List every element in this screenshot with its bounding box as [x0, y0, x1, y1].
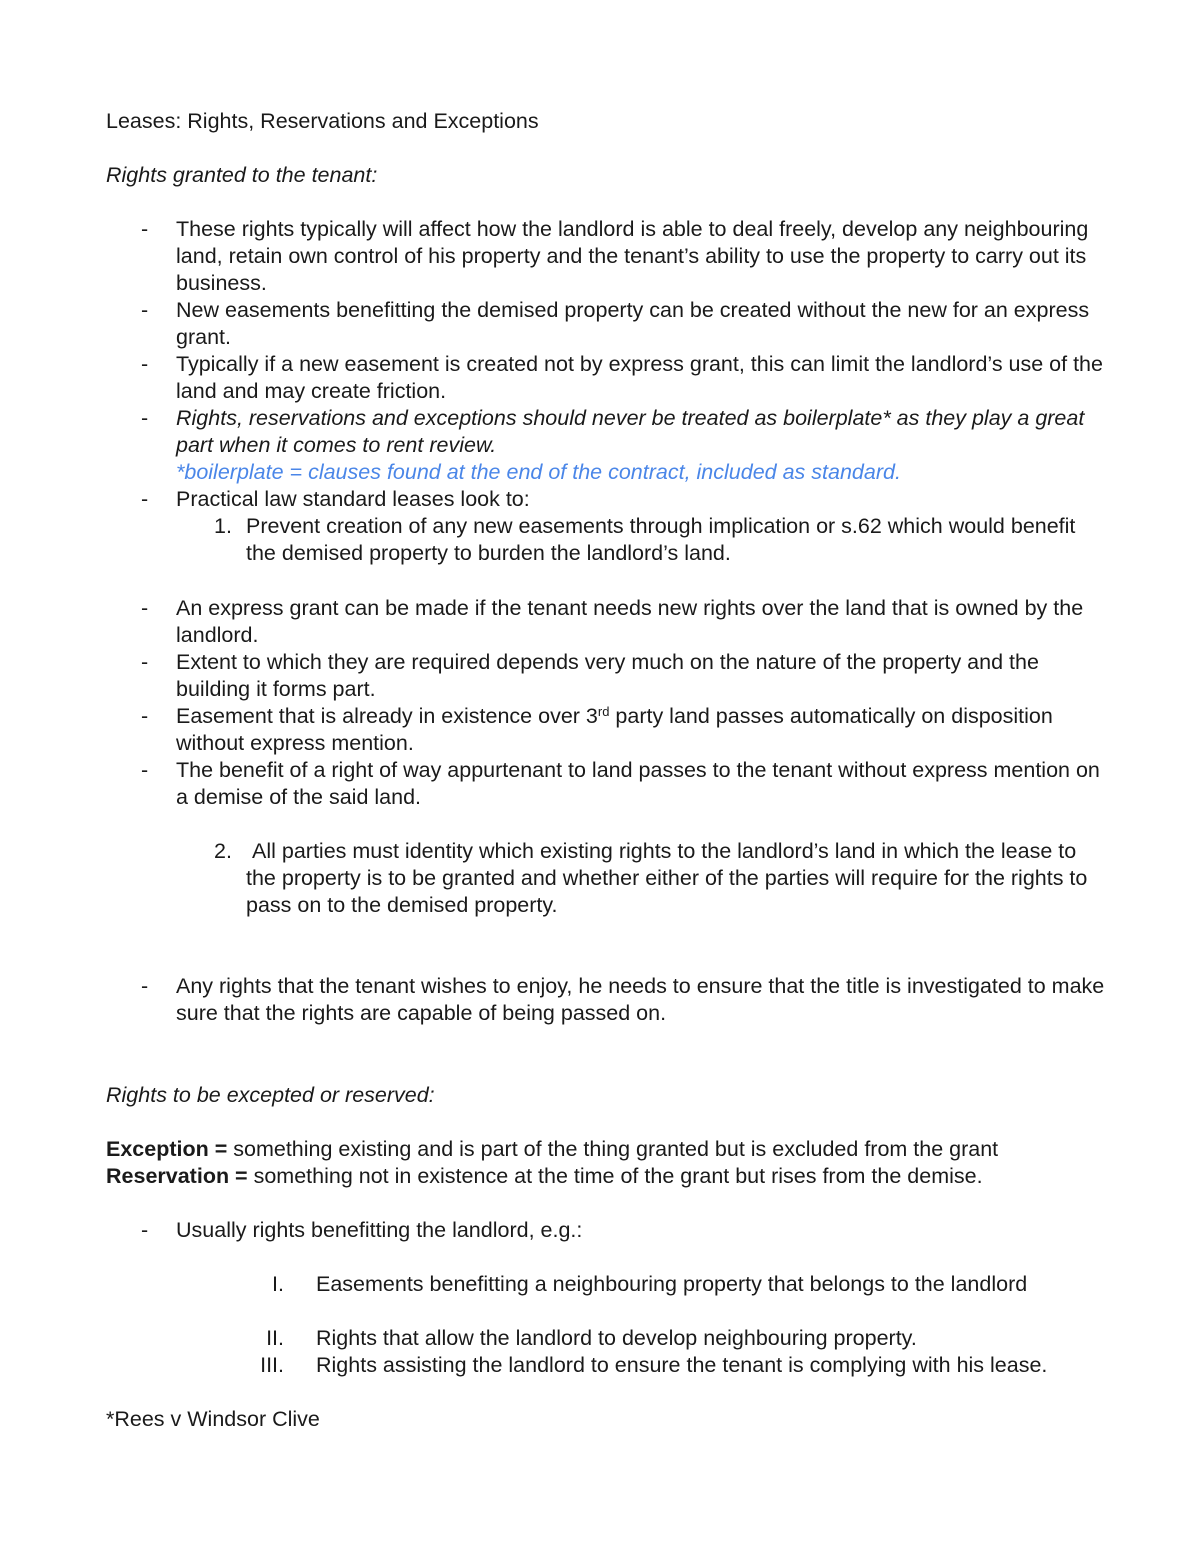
- list-item-italic: Rights, reservations and exceptions should never be treated as boilerplate* as they play a great part when it comes to rent review.: [176, 406, 1085, 457]
- bullet-marker: -: [141, 758, 149, 782]
- bullet-marker: -: [141, 1218, 149, 1242]
- numbered-marker: 1.: [214, 514, 232, 538]
- roman-marker: II.: [266, 1326, 284, 1350]
- section-heading-excepted-reserved: Rights to be excepted or reserved:: [106, 1083, 435, 1107]
- roman-item: Rights assisting the landlord to ensure the tenant is complying with his lease.: [316, 1353, 1048, 1377]
- numbered-marker: 2.: [214, 839, 232, 863]
- easement-text-after: party land passes automatically on disposition without express mention.: [176, 704, 1053, 755]
- roman-item: Rights that allow the landlord to develop neighbouring property.: [316, 1326, 917, 1350]
- roman-marker: III.: [260, 1353, 284, 1377]
- reservation-def-text: something not in existence at the time of the grant but rises from the demise.: [247, 1164, 983, 1188]
- list-item: Practical law standard leases look to:: [176, 487, 530, 511]
- case-note: *Rees v Windsor Clive: [106, 1407, 320, 1431]
- bullet-marker: -: [141, 650, 149, 674]
- bullet-marker: -: [141, 596, 149, 620]
- list-item: Typically if a new easement is created not by express grant, this can limit the landlord’s use of the land and may create friction.: [176, 352, 1103, 403]
- list-item-easement: [176, 703, 1106, 757]
- boilerplate-note: *boilerplate = clauses found at the end of the contract, included as standard.: [176, 460, 901, 484]
- roman-item: Easements benefitting a neighbouring property that belongs to the landlord: [316, 1272, 1028, 1296]
- list-item: Usually rights benefitting the landlord, e.g.:: [176, 1218, 583, 1242]
- list-item: Extent to which they are required depends very much on the nature of the property and the building it forms part.: [176, 650, 1039, 701]
- numbered-item: All parties must identity which existing rights to the landlord’s land in which the lease to the property is to be granted and whether either of the parties will require for the rights to pass on to the demised property.: [246, 839, 1088, 917]
- reservation-definition: [106, 1163, 1106, 1190]
- list-item: New easements benefitting the demised property can be created without the new for an express grant.: [176, 298, 1090, 349]
- exception-term: Exception =: [106, 1137, 228, 1161]
- bullet-marker: -: [141, 298, 149, 322]
- exception-def-text: something existing and is part of the thing granted but is excluded from the grant: [227, 1137, 999, 1161]
- easement-text-before: Easement that is already in existence over 3: [176, 704, 598, 728]
- bullet-marker: -: [141, 217, 149, 241]
- bullet-marker: -: [141, 704, 149, 728]
- list-item: The benefit of a right of way appurtenant to land passes to the tenant without express mention on a demise of the said land.: [176, 758, 1100, 809]
- reservation-term: Reservation =: [106, 1164, 248, 1188]
- exception-definition: [106, 1136, 1106, 1163]
- roman-marker: I.: [272, 1272, 284, 1296]
- bullet-marker: -: [141, 352, 149, 376]
- ordinal-superscript: rd: [597, 704, 610, 719]
- bullet-marker: -: [141, 487, 149, 511]
- bullet-marker: -: [141, 406, 149, 430]
- section-heading-rights-granted: Rights granted to the tenant:: [106, 163, 378, 187]
- list-item: An express grant can be made if the tenant needs new rights over the land that is owned by the landlord.: [176, 596, 1084, 647]
- list-item: These rights typically will affect how the landlord is able to deal freely, develop any neighbouring land, retain own control of his property and the tenant’s ability to use the property to carry out its business.: [176, 217, 1089, 295]
- list-item: Any rights that the tenant wishes to enjoy, he needs to ensure that the title is investigated to make sure that the rights are capable of being passed on.: [176, 974, 1105, 1025]
- document-title: Leases: Rights, Reservations and Exceptions: [106, 109, 539, 133]
- bullet-marker: -: [141, 974, 149, 998]
- numbered-item: Prevent creation of any new easements through implication or s.62 which would benefit the demised property to burden the landlord’s land.: [246, 514, 1076, 565]
